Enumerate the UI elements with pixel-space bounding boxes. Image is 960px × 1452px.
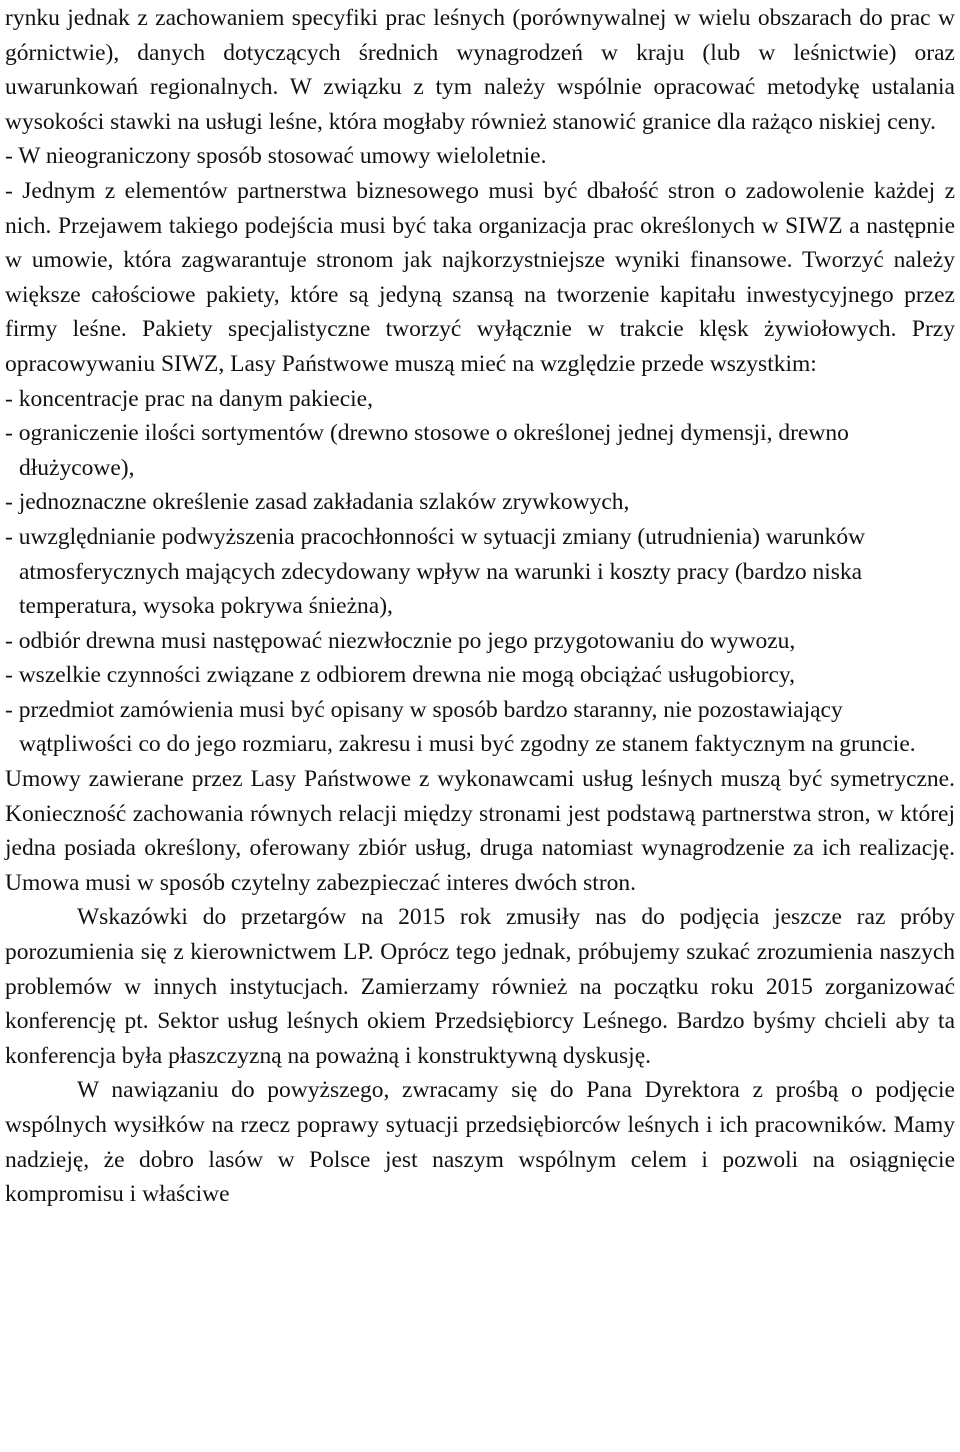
document-page	[5, 1, 955, 1212]
list-item: - odbiór drewna musi następować niezwłocznie po jego przygotowaniu do wywozu,	[5, 627, 796, 654]
list-item: - przedmiot zamówienia musi być opisany w sposób bardzo staranny, nie pozostawiający wątpliwości co do jego rozmiaru, zakresu i musi być zgodny ze stanem faktycznym na gruncie.	[5, 696, 916, 758]
paragraph-long-term-contracts: - W nieograniczony sposób stosować umowy wieloletnie.	[5, 143, 547, 170]
list-item: - ograniczenie ilości sortymentów (drewno stosowe o określonej jednej dymensji, drewno dłużycowe),	[5, 420, 849, 481]
paragraph-rates: rynku jednak z zachowaniem specyfiki prac leśnych (porównywalnej w wielu obszarach do prac w górnictwie), danych dotyczących średnich wynagrodzeń w kraju (lub w leśnictwie) oraz uwarunkowań regionalnych. W związku z tym należy wspólnie opracować metodykę ustalania wysokości stawki na usługi leśne, która mogłaby również stanowić granice dla rażąco niskiej ceny.	[5, 5, 955, 135]
list-item: - koncentracje prac na danym pakiecie,	[5, 385, 373, 412]
paragraph-partnership: - Jednym z elementów partnerstwa biznesowego musi być dbałość stron o zadowolenie każdej z nich. Przejawem takiego podejścia musi być taka organizacja prac określonych w SIWZ a następnie w umowie, która zagwarantuje stronom jak najkorzystniejsze wyniki finansowe. Tworzyć należy większe całościowe pakiety, które są jedyną szansą na tworzenie kapitału inwestycyjnego przez firmy leśne. Pakiety specjalistyczne tworzyć wyłącznie w trakcie klęsk żywiołowych. Przy opracowywaniu SIWZ, Lasy Państwowe muszą mieć na względzie przede wszystkim:	[5, 177, 955, 377]
list-item: - uwzględnianie podwyższenia pracochłonności w sytuacji zmiany (utrudnienia) warunków atmosferycznych mających zdecydowany wpływ na warunki i koszty pracy (bardzo niska temperatura, wysoka pokrywa śnieżna),	[5, 523, 866, 620]
paragraph-2015-tenders: Wskazówki do przetargów na 2015 rok zmusiły nas do podjęcia jeszcze raz próby porozumienia się z kierownictwem LP. Oprócz tego jednak, próbujemy szukać zrozumienia naszych problemów w innych instytucjach. Zamierzamy również na początku roku 2015 zorganizować konferencję pt. Sektor usług leśnych okiem Przedsiębiorcy Leśnego. Bardzo byśmy chcieli aby ta konferencja była płaszczyzną na poważną i konstruktywną dyskusję.	[5, 904, 955, 1069]
list-item: - jednoznaczne określenie zasad zakładania szlaków zrywkowych,	[5, 489, 630, 516]
siwz-requirements-list	[5, 382, 955, 763]
paragraph-request-director: W nawiązaniu do powyższego, zwracamy się do Pana Dyrektora z prośbą o podjęcie wspólnych wysiłków na rzecz poprawy sytuacji przedsiębiorców leśnych i ich pracowników. Mamy nadzieję, że dobro lasów w Polsce jest naszym wspólnym celem i pozwoli na osiągnięcie kompromisu i właściwe	[5, 1077, 955, 1208]
paragraph-symmetric-contracts: Umowy zawierane przez Lasy Państwowe z wykonawcami usług leśnych muszą być symetryczne. Konieczność zachowania równych relacji między stronami jest podstawą partnerstwa stron, w której jedna posiada określony, oferowany zbiór usług, druga natomiast wynagrodzenie za ich realizację. Umowa musi w sposób czytelny zabezpieczać interes dwóch stron.	[5, 766, 955, 896]
list-item: - wszelkie czynności związane z odbiorem drewna nie mogą obciążać usługobiorcy,	[5, 662, 795, 689]
